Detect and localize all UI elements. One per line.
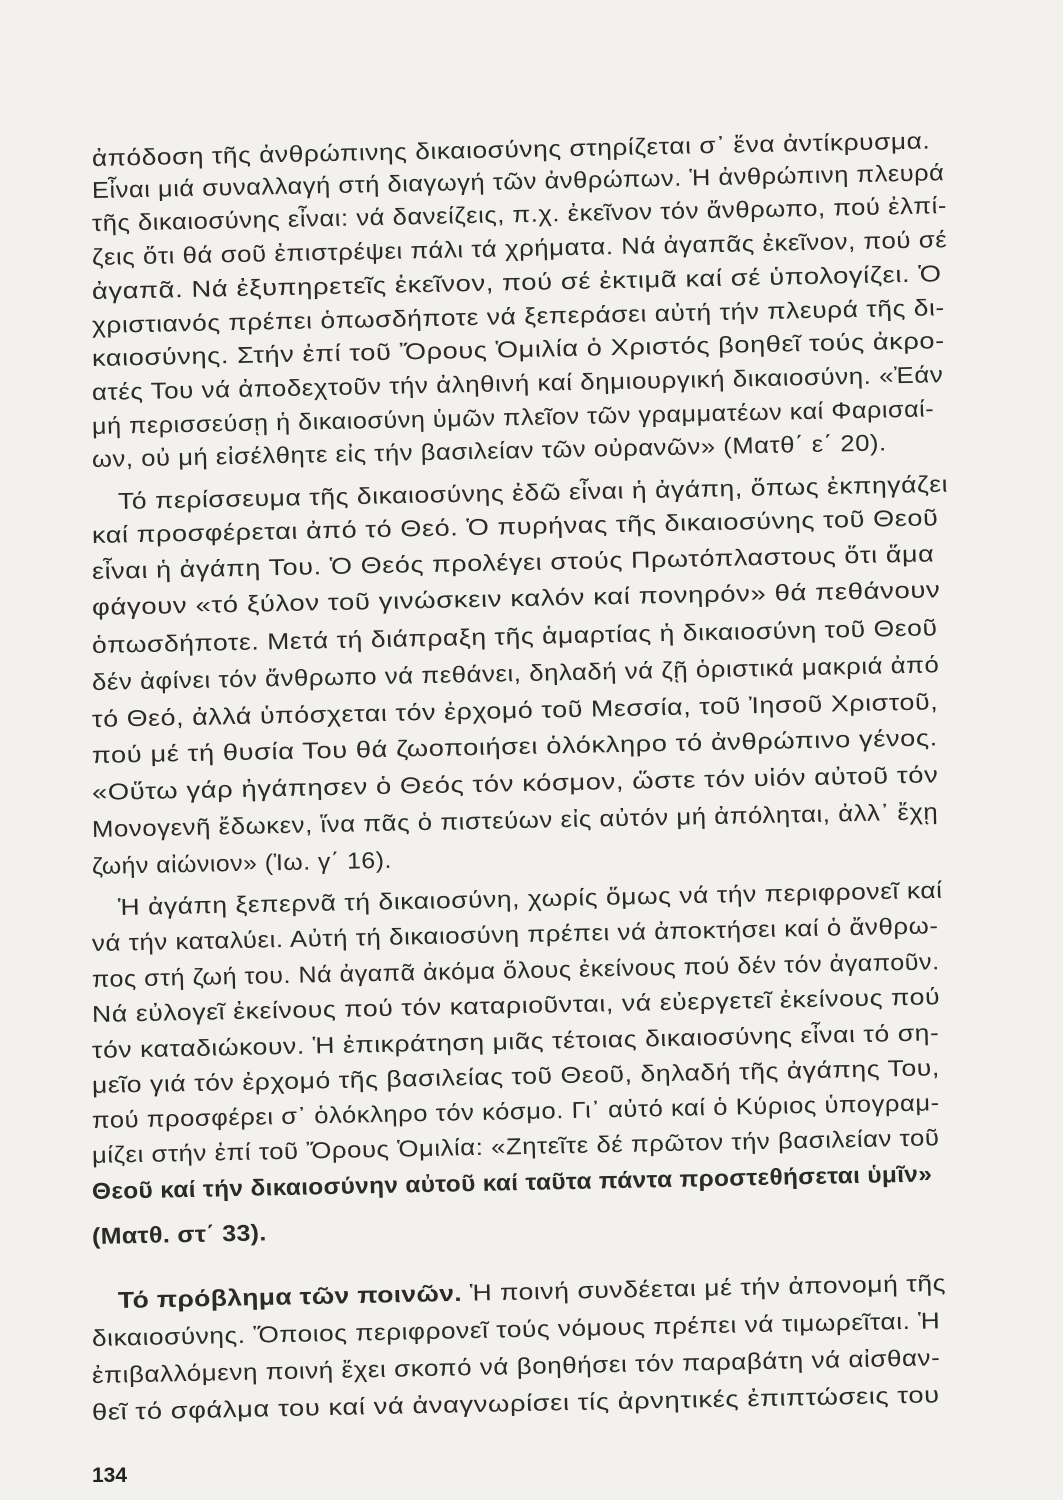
text-line: δικαιοσύνης. Ὅποιος περιφρονεῖ τούς νόμους πρέπει νά τιμωρεῖται. Ἡ xyxy=(91,1307,941,1351)
text-line: Εἶναι μιά συναλλαγή στή διαγωγή τῶν ἀνθρώπων. Ἡ ἀνθρώπινη πλευρά xyxy=(91,159,945,203)
text-line: πος στή ζωή του. Νά ἀγαπᾶ ἀκόμα ὅλους ἐκείνους πού δέν τόν ἀγαποῦν. xyxy=(91,948,940,992)
section-lead-text: Ἡ ποινή συνδέεται μέ τήν ἀπονομή τῆς xyxy=(461,1269,947,1306)
text-line: μίζει στήν ἐπί τοῦ Ὄρους Ὁμιλία: «Ζητεῖτε δέ πρῶτον τήν βασιλείαν τοῦ xyxy=(91,1124,940,1168)
text-line: ἀγαπᾶ. Νά ἐξυπηρετεῖς ἐκεῖνον, πού σέ ἐκτιμᾶ καί σέ ὑπολογίζει. Ὁ xyxy=(91,260,942,304)
text-line-bold: (Ματθ. στ΄ 33). xyxy=(91,1219,267,1249)
text-line: τό Θεό, ἀλλά ὑπόσχεται τόν ἐρχομό τοῦ Μεσσία, τοῦ Ἰησοῦ Χριστοῦ, xyxy=(91,688,939,732)
text-line: ἐπιβαλλόμενη ποινή ἔχει σκοπό νά βοηθήσει τόν παραβάτη νά αἰσθαν- xyxy=(91,1344,941,1388)
section-heading: Τό πρόβλημα τῶν ποινῶν. xyxy=(117,1279,463,1313)
text-line: μή περισσεύσῃ ἡ δικαιοσύνη ὑμῶν πλεῖον τῶν γραμματέων καί Φαρισαί- xyxy=(91,395,935,439)
text-line: νά τήν καταλύει. Αὐτή τή δικαιοσύνη πρέπει νά ἀποκτήσει καί ὁ ἄνθρω- xyxy=(91,912,939,956)
text-line: εἶναι ἡ ἀγάπη Του. Ὁ Θεός προλέγει στούς Πρωτόπλαστους ὅτι ἅμα xyxy=(91,540,935,584)
text-line: Μονογενῆ ἔδωκεν, ἵνα πᾶς ὁ πιστεύων εἰς αὐτόν μή ἀπόληται, ἀλλ᾿ ἔχῃ xyxy=(91,798,939,842)
text-line: καιοσύνης. Στήν ἐπί τοῦ Ὄρους Ὁμιλία ὁ Χριστός βοηθεῖ τούς ἀκρο- xyxy=(91,327,945,371)
text-line: καί προσφέρεται ἀπό τό Θεό. Ὁ πυρήνας τῆς δικαιοσύνης τοῦ Θεοῦ xyxy=(91,504,939,548)
text-line: πού μέ τή θυσία Του θά ζωοποιήσει ὁλόκληρο τό ἀνθρώπινο γένος. xyxy=(91,724,939,768)
text-line: τόν καταδιώκουν. Ἡ ἐπικράτηση μιᾶς τέτοιας δικαιοσύνης εἶναι τό ση- xyxy=(91,1019,940,1063)
text-line: Τό περίσσευμα τῆς δικαιοσύνης ἐδῶ εἶναι ἡ ἀγάπη, ὅπως ἐκπηγάζει xyxy=(117,470,949,514)
text-line: ὁπωσδήποτε. Μετά τή διάπραξη τῆς ἁμαρτίας ἡ δικαιοσύνη τοῦ Θεοῦ xyxy=(91,614,938,658)
text-line: ἀπόδοση τῆς ἀνθρώπινης δικαιοσύνης στηρίζεται σ᾿ ἕνα ἀντίκρυσμα. xyxy=(91,127,931,171)
text-line: φάγουν «τό ξύλον τοῦ γινώσκειν καλόν καί πονηρόν» θά πεθάνουν xyxy=(91,576,941,620)
text-line: ων, οὐ μή εἰσέλθητε εἰς τήν βασιλείαν τῶν οὐρανῶν» (Ματθ΄ ε΄ 20). xyxy=(91,429,887,472)
text-line: θεῖ τό σφάλμα του καί νά ἀναγνωρίσει τίς ἀρνητικές ἐπιπτώσεις του xyxy=(91,1381,940,1425)
text-line: χριστιανός πρέπει ὁπωσδήποτε νά ξεπεράσει αὐτή τήν πλευρά τῆς δι- xyxy=(91,294,945,338)
text-line: τῆς δικαιοσύνης εἶναι: νά δανείζεις, π.χ. ἐκεῖνον τόν ἄνθρωπο, πού ἐλπί- xyxy=(91,192,948,236)
text-line: μεῖο γιά τόν ἐρχομό τῆς βασιλείας τοῦ Θεοῦ, δηλαδή τῆς ἀγάπης Του, xyxy=(91,1054,941,1098)
text-line: ατές Του νά ἀποδεχτοῦν τήν ἀληθινή καί δημιουργική δικαιοσύνη. «Ἐάν xyxy=(91,361,944,405)
page-number: 134 xyxy=(92,1464,128,1487)
text-line: δέν ἀφίνει τόν ἄνθρωπο νά πεθάνει, δηλαδή νά ζῇ ὁριστικά μακριά ἀπό xyxy=(91,651,940,695)
text-line: ζεις ὅτι θά σοῦ ἐπιστρέψει πάλι τά χρήματα. Νά ἀγαπᾶς ἐκεῖνον, πού σέ xyxy=(91,226,948,270)
text-line: «Οὕτω γάρ ἠγάπησεν ὁ Θεός τόν κόσμον, ὥστε τόν υἱόν αὐτοῦ τόν xyxy=(91,761,939,805)
text-line: ζωήν αἰώνιον» (Ἰω. γ΄ 16). xyxy=(91,846,393,879)
text-line: Νά εὐλογεῖ ἐκείνους πού τόν καταριοῦνται, νά εὐεργετεῖ ἐκείνους πού xyxy=(91,983,941,1027)
text-line-bold: Θεοῦ καί τήν δικαιοσύνην αὐτοῦ καί ταῦτα πάντα προστεθήσεται ὑμῖν» xyxy=(91,1160,933,1204)
text-line: Ἡ ἀγάπη ξεπερνᾶ τή δικαιοσύνη, χωρίς ὅμως νά τήν περιφρονεῖ καί xyxy=(117,876,943,920)
section-first-line xyxy=(118,1269,947,1314)
text-line: πού προσφέρει σ᾿ ὁλόκληρο τόν κόσμο. Γι᾿ αὐτό καί ὁ Κύριος ὑπογραμ- xyxy=(91,1089,940,1133)
